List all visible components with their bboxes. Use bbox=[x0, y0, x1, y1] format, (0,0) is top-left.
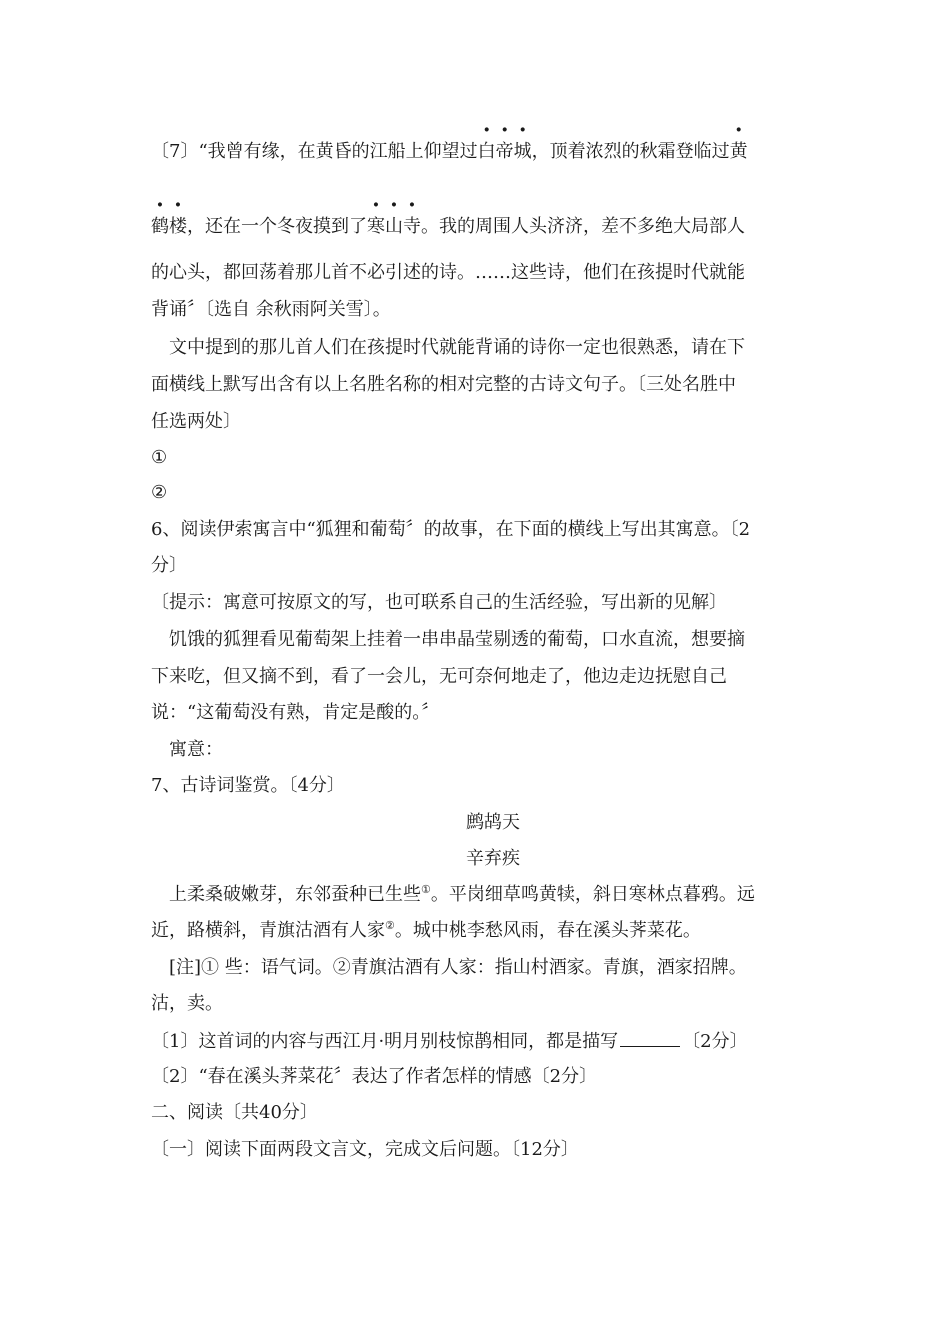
q5-7-line4: 背诵〞〔选自 余秋雨阿关雪〕。 bbox=[151, 299, 391, 320]
text-segment: 。城中桃李愁风雨，春在溪头荠菜花。 bbox=[394, 920, 701, 941]
q6-meaning-label: 寓意： bbox=[169, 739, 223, 760]
emphasis-char: 黄 bbox=[729, 141, 748, 162]
q5-7-line3: 的心头，都回荡着那儿首不必引述的诗。……这些诗，他们在孩提时代就能 bbox=[151, 262, 745, 283]
footnote-marker: ② bbox=[385, 919, 395, 932]
q7-sub2: 〔2〕“春在溪头荠菜花〞表达了作者怎样的情感〔2分〕 bbox=[151, 1066, 598, 1087]
q5-7-line2 bbox=[151, 216, 745, 238]
answer-line-2: ② bbox=[151, 482, 168, 503]
section2-sub1: 〔一〕阅读下面两段文言文，完成文后问题。〔12分〕 bbox=[151, 1139, 579, 1160]
emphasis-char: 楼 bbox=[169, 216, 187, 237]
footnote-marker: ① bbox=[421, 883, 431, 896]
emphasis-char: 帝 bbox=[495, 141, 514, 162]
text-segment: ，还在一个冬夜摸到了 bbox=[187, 216, 367, 237]
q6-story-line2: 下来吃，但又摘不到，看了一会儿，无可奈何地走了，他边走边抚慰自己 bbox=[151, 666, 727, 687]
q6-story-line1: 饥饿的狐狸看见葡萄架上挂着一串串晶莹剔透的葡萄，口水直流，想要摘 bbox=[169, 629, 745, 650]
section2-title: 二、阅读〔共40分〕 bbox=[151, 1102, 318, 1123]
text-segment: 〔7〕“我曾有缘，在黄昏的江船上仰望过 bbox=[151, 141, 478, 162]
q6-title-line2: 分〕 bbox=[151, 555, 187, 576]
text-segment: 。平岗细草鸣黄犊，斜日寒林点暮鸦。远 bbox=[430, 884, 755, 905]
emphasis-char: 白 bbox=[477, 141, 496, 162]
q5-7-line1 bbox=[151, 141, 748, 163]
text-segment: 〔2分〕 bbox=[682, 1031, 748, 1052]
q6-story-line3: 说：“这葡萄没有熟，肯定是酸的。〞 bbox=[151, 702, 440, 723]
answer-blank bbox=[620, 1030, 680, 1047]
text-segment: 。我的周围人头济济，差不多绝大局部人 bbox=[421, 216, 745, 237]
answer-line-1: ① bbox=[151, 447, 168, 468]
q5-7-prompt2: 面横线上默写出含有以上名胜名称的相对完整的古诗文句子。〔三处名胜中 bbox=[151, 374, 736, 395]
q5-7-prompt1: 文中提到的那儿首人们在孩提时代就能背诵的诗你一定也很熟悉，请在下 bbox=[169, 337, 745, 358]
poem-note-line2: 沽，卖。 bbox=[151, 993, 223, 1014]
poem-line1 bbox=[169, 884, 755, 906]
emphasis-char: 寒 bbox=[367, 216, 385, 237]
q5-7-prompt3: 任选两处〕 bbox=[151, 411, 241, 432]
emphasis-char: 城 bbox=[513, 141, 532, 162]
emphasis-char: 鹤 bbox=[151, 216, 169, 237]
q6-title-line1: 6、阅读伊索寓言中“狐狸和葡萄〞的故事，在下面的横线上写出其寓意。〔2 bbox=[151, 519, 751, 540]
text-segment: 近，路横斜，青旗沽酒有人家 bbox=[151, 920, 385, 941]
poem-author: 辛弃疾 bbox=[466, 848, 520, 869]
q7-sub1 bbox=[151, 1030, 748, 1053]
poem-line2 bbox=[151, 920, 701, 942]
emphasis-char: 山 bbox=[385, 216, 403, 237]
text-segment: 〔1〕这首词的内容与西江月·明月别枝惊鹊相同，都是描写 bbox=[151, 1031, 619, 1052]
text-segment: ，顶着浓烈的秋霜登临过 bbox=[531, 141, 730, 162]
q7-title: 7、古诗词鉴赏。〔4分〕 bbox=[151, 775, 345, 796]
poem-title: 鹧鸪天 bbox=[466, 812, 520, 833]
text-segment: 上柔桑破嫩芽，东邻蚕种已生些 bbox=[169, 884, 421, 905]
poem-note-line1: [注]① 些：语气词。②青旗沽酒有人家：指山村酒家。青旗，酒家招牌。 bbox=[169, 957, 747, 978]
emphasis-char: 寺 bbox=[403, 216, 421, 237]
q6-hint: 〔提示：寓意可按原文的写，也可联系自己的生活经验，写出新的见解〕 bbox=[151, 592, 727, 613]
